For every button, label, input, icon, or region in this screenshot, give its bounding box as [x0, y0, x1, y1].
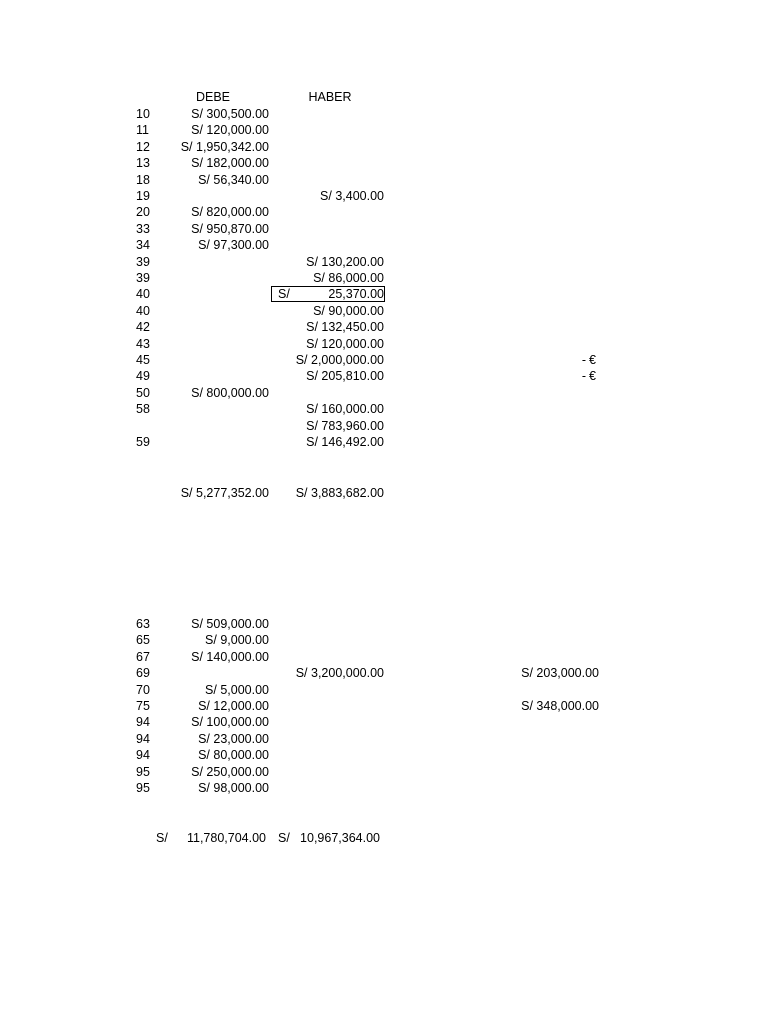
account-number[interactable]: 13 — [136, 156, 150, 170]
haber-cell[interactable]: S/ 783,960.00 — [306, 419, 384, 433]
total-haber-2-symbol[interactable]: S/ — [278, 831, 290, 845]
account-number[interactable]: 63 — [136, 617, 150, 631]
haber-cell[interactable]: S/ 160,000.00 — [306, 402, 384, 416]
account-number[interactable]: 65 — [136, 633, 150, 647]
debe-cell[interactable]: S/ 9,000.00 — [205, 633, 269, 647]
haber-cell[interactable]: S/ 132,450.00 — [306, 320, 384, 334]
debe-cell[interactable]: S/ 820,000.00 — [191, 205, 269, 219]
haber-cell[interactable]: S/ 3,200,000.00 — [295, 666, 384, 680]
debe-cell[interactable]: S/ 5,000.00 — [205, 683, 269, 697]
debe-cell[interactable]: S/ 800,000.00 — [191, 386, 269, 400]
haber-cell[interactable]: 25,370.00 — [328, 287, 384, 301]
account-number[interactable]: 34 — [136, 238, 150, 252]
total-debe-2-amount[interactable]: 11,780,704.00 — [186, 831, 266, 845]
debe-cell[interactable]: S/ 140,000.00 — [191, 650, 269, 664]
debe-cell[interactable]: S/ 23,000.00 — [198, 732, 269, 746]
account-number[interactable]: 10 — [136, 107, 150, 121]
debe-cell[interactable]: S/ 1,950,342.00 — [180, 140, 269, 154]
account-number[interactable]: 18 — [136, 173, 150, 187]
account-number[interactable]: 33 — [136, 222, 150, 236]
account-number[interactable]: 94 — [136, 748, 150, 762]
extra-dash: - — [581, 353, 586, 367]
account-number[interactable]: 43 — [136, 337, 150, 351]
haber-cell[interactable]: S/ 86,000.00 — [313, 271, 384, 285]
debe-cell[interactable]: S/ 950,870.00 — [191, 222, 269, 236]
account-number[interactable]: 20 — [136, 205, 150, 219]
header-haber[interactable]: HABER — [308, 90, 352, 104]
account-number[interactable]: 11 — [136, 123, 149, 137]
total-haber-2-amount[interactable]: 10,967,364.00 — [300, 831, 380, 845]
header-debe[interactable]: DEBE — [195, 90, 231, 104]
account-number[interactable]: 94 — [136, 732, 150, 746]
haber-cell[interactable]: S/ 120,000.00 — [306, 337, 384, 351]
debe-cell[interactable]: S/ 80,000.00 — [198, 748, 269, 762]
haber-cell[interactable]: S/ 90,000.00 — [313, 304, 384, 318]
account-number[interactable]: 95 — [136, 781, 150, 795]
extra-cell[interactable]: S/ 203,000.00 — [521, 666, 599, 680]
debe-cell[interactable]: S/ 97,300.00 — [198, 238, 269, 252]
account-number[interactable]: 67 — [136, 650, 150, 664]
haber-cell[interactable]: S/ 2,000,000.00 — [295, 353, 384, 367]
debe-cell[interactable]: S/ 300,500.00 — [191, 107, 269, 121]
debe-cell[interactable]: S/ 250,000.00 — [191, 765, 269, 779]
account-number[interactable]: 40 — [136, 304, 150, 318]
debe-cell[interactable]: S/ 56,340.00 — [198, 173, 269, 187]
debe-cell[interactable]: S/ 12,000.00 — [198, 699, 269, 713]
account-number[interactable]: 58 — [136, 402, 150, 416]
haber-currency-symbol: S/ — [278, 287, 290, 301]
total-debe-2-symbol[interactable]: S/ — [156, 831, 168, 845]
account-number[interactable]: 70 — [136, 683, 150, 697]
account-number[interactable]: 45 — [136, 353, 150, 367]
haber-cell[interactable]: S/ 205,810.00 — [306, 369, 384, 383]
account-number[interactable]: 95 — [136, 765, 150, 779]
account-number[interactable]: 39 — [136, 255, 150, 269]
extra-currency: € — [589, 353, 596, 367]
account-number[interactable]: 94 — [136, 715, 150, 729]
account-number[interactable]: 12 — [136, 140, 150, 154]
extra-dash: - — [581, 369, 586, 383]
debe-cell[interactable]: S/ 509,000.00 — [191, 617, 269, 631]
account-number[interactable]: 40 — [136, 287, 150, 301]
total-haber-1[interactable]: S/ 3,883,682.00 — [295, 486, 384, 500]
debe-cell[interactable]: S/ 100,000.00 — [191, 715, 269, 729]
account-number[interactable]: 59 — [136, 435, 150, 449]
account-number[interactable]: 75 — [136, 699, 150, 713]
account-number[interactable]: 42 — [136, 320, 150, 334]
account-number[interactable]: 69 — [136, 666, 150, 680]
account-number[interactable]: 39 — [136, 271, 150, 285]
account-number[interactable]: 49 — [136, 369, 150, 383]
debe-cell[interactable]: S/ 182,000.00 — [191, 156, 269, 170]
account-number[interactable]: 19 — [136, 189, 150, 203]
haber-cell[interactable]: S/ 3,400.00 — [320, 189, 384, 203]
extra-cell[interactable]: S/ 348,000.00 — [521, 699, 599, 713]
account-number[interactable]: 50 — [136, 386, 150, 400]
debe-cell[interactable]: S/ 98,000.00 — [198, 781, 269, 795]
debe-cell[interactable]: S/ 120,000.00 — [191, 123, 269, 137]
total-debe-1[interactable]: S/ 5,277,352.00 — [180, 486, 269, 500]
haber-cell[interactable]: S/ 130,200.00 — [306, 255, 384, 269]
haber-cell[interactable]: S/ 146,492.00 — [306, 435, 384, 449]
extra-currency: € — [589, 369, 596, 383]
